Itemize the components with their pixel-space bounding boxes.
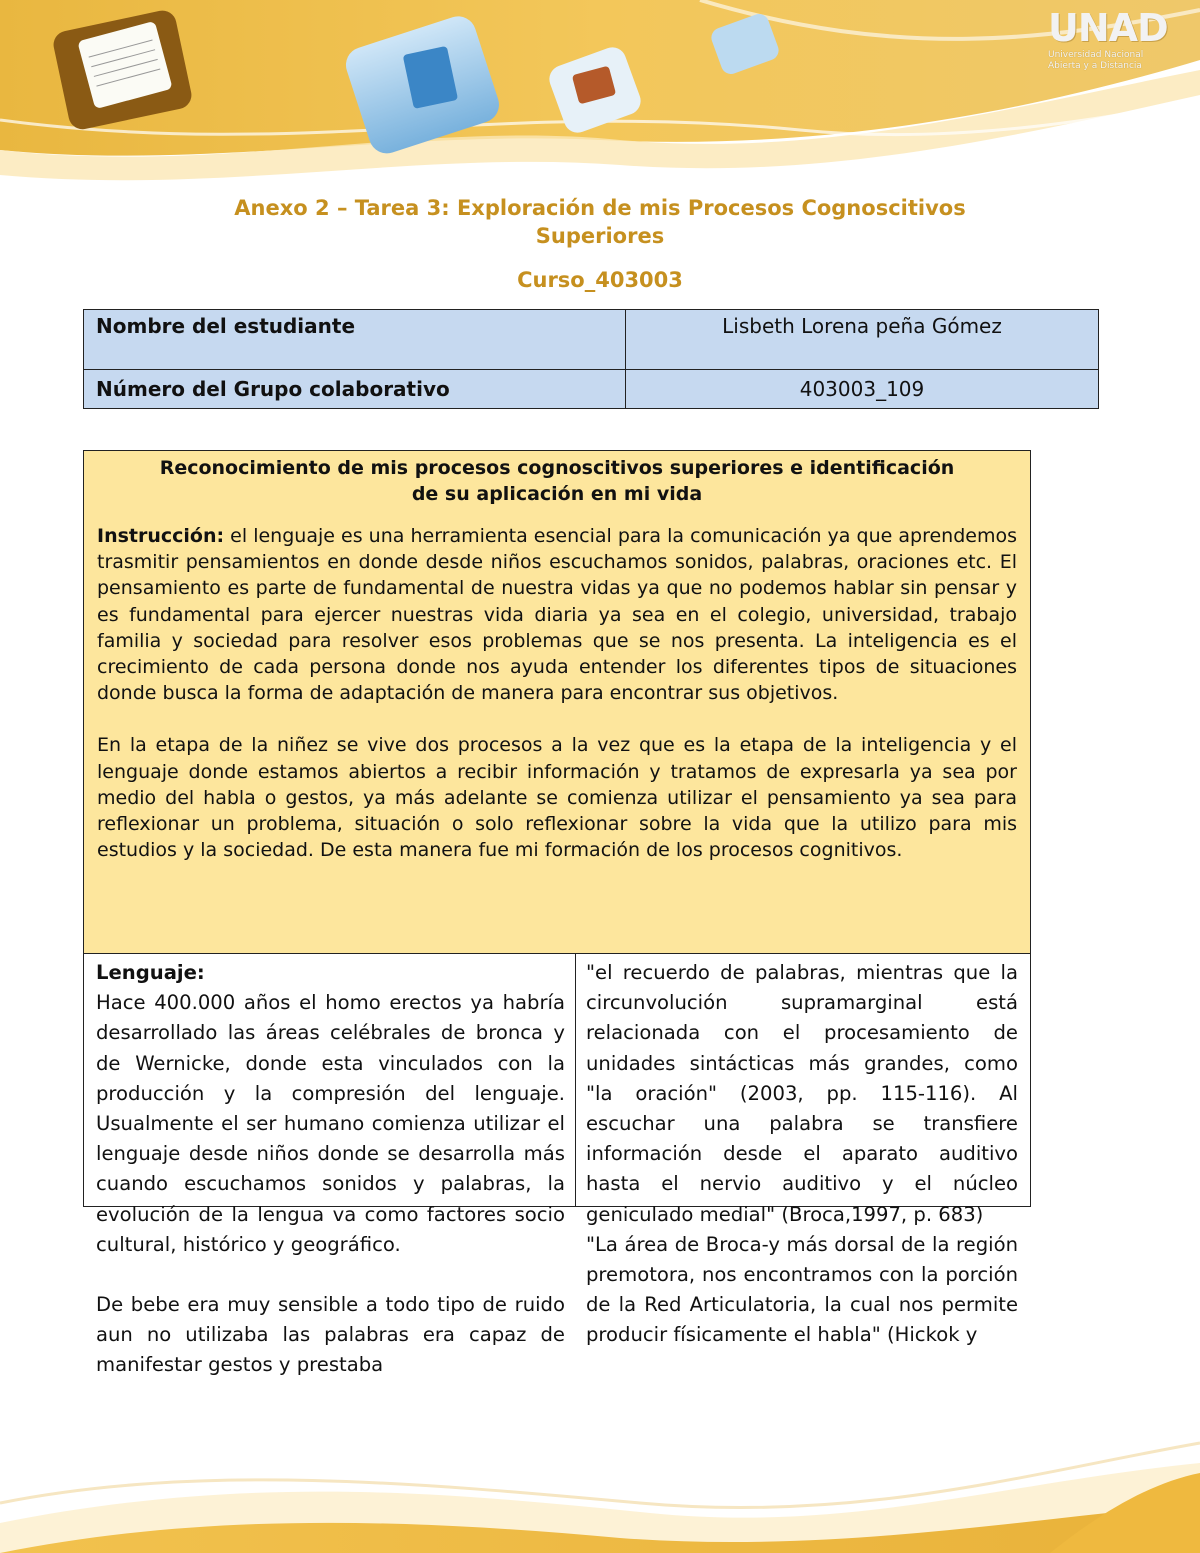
content-table bbox=[83, 450, 1031, 1377]
document-title-continued: Superiores bbox=[535, 224, 665, 248]
section-title-line2: de su aplicación en mi vida bbox=[411, 483, 703, 505]
group-number-value: 403003_109 bbox=[626, 370, 1099, 409]
student-info-table bbox=[83, 309, 1099, 409]
student-name-value: Lisbeth Lorena peña Gómez bbox=[626, 310, 1099, 370]
instruction-label: Instrucción: bbox=[97, 525, 225, 547]
table-row bbox=[84, 370, 1099, 409]
recognition-section bbox=[84, 451, 1030, 954]
section-title-line1: Reconocimiento de mis procesos cognoscitivos superiores e identificación bbox=[159, 457, 955, 479]
baby-paragraph: De bebe era muy sensible a todo tipo de ruido aun no utilizaba las palabras era capaz de manifestar gestos y prestaba bbox=[96, 1293, 565, 1377]
citation-column bbox=[576, 954, 1030, 1347]
language-heading: Lenguaje: bbox=[96, 961, 205, 984]
childhood-paragraph: En la etapa de la niñez se vive dos procesos a la vez que es la etapa de la inteligencia y el lenguaje donde estamos abiertos a recibir información y tratamos de expresarla ya sea por medio del habla o gestos, ya más adelante se comienza utilizar el pensamiento ya sea para reflexionar un problema, situación o solo reflexionar sobre la vida que la utilizo para mis estudios y la sociedad. De esta manera fue mi formación de los procesos cognitivos. bbox=[97, 734, 1017, 862]
language-paragraph: Hace 400.000 años el homo erectos ya habría desarrollado las áreas celébrales de bronca y de Wernicke, donde esta vinculados con la producción y la compresión del lenguaje. Usualmente el ser humano comienza utilizar el lenguaje desde niños donde se desarrolla más cuando escuchamos sonidos y palabras, la evolución de la lengua va como factores socio cultural, histórico y geográfico. bbox=[96, 991, 565, 1256]
course-code: Curso_403003 bbox=[517, 268, 683, 292]
two-column-row bbox=[84, 954, 1030, 1377]
unad-logo bbox=[1048, 6, 1178, 76]
instruction-text: el lenguaje es una herramienta esencial para la comunicación ya que aprendemos trasmitir pensamientos en donde desde niños escuchamos sonidos, palabras, oraciones etc. El pensamiento es parte de fundamental de nuestra vidas ya que no podemos hablar sin pensar y es fundamental para ejercer nuestras vida diaria ya sea en el colegio, universidad, trabajo familia y sociedad para resolver esos problemas que se nos presenta. La inteligencia es el crecimiento de cada persona donde nos ayuda entender los diferentes tipos de situaciones donde busca la forma de adaptación de manera para encontrar sus objetivos. bbox=[97, 525, 1017, 705]
header-banner bbox=[0, 0, 1200, 190]
logo-wordmark: UNAD bbox=[1048, 6, 1168, 50]
student-name-label: Nombre del estudiante bbox=[84, 310, 626, 370]
citation-paragraph-1: "el recuerdo de palabras, mientras que la circunvolución supramarginal está relacionada con el procesamiento de unidades sintácticas más grandes, como "la oración" (2003, pp. 115-116). Al escuchar una palabra se transfiere información desde el aparato auditivo hasta el nervio auditivo y el núcleo geniculado medial" (Broca,1997, p. 683) bbox=[586, 961, 1018, 1226]
section-title bbox=[97, 455, 1017, 507]
footer-banner bbox=[0, 1403, 1200, 1553]
language-column bbox=[84, 954, 576, 1377]
instruction-paragraph bbox=[97, 523, 1017, 706]
group-number-label: Número del Grupo colaborativo bbox=[84, 370, 626, 409]
citation-paragraph-2: "La área de Broca-y más dorsal de la región premotora, nos encontramos con la porción de la Red Articulatoria, la cual nos permite producir físicamente el habla" (Hickok y bbox=[586, 1232, 1018, 1347]
document-title: Anexo 2 – Tarea 3: Exploración de mis Procesos Cognoscitivos bbox=[234, 196, 966, 220]
logo-subtitle: Universidad Nacional Abierta y a Distancia bbox=[1048, 50, 1144, 71]
table-row bbox=[84, 310, 1099, 370]
